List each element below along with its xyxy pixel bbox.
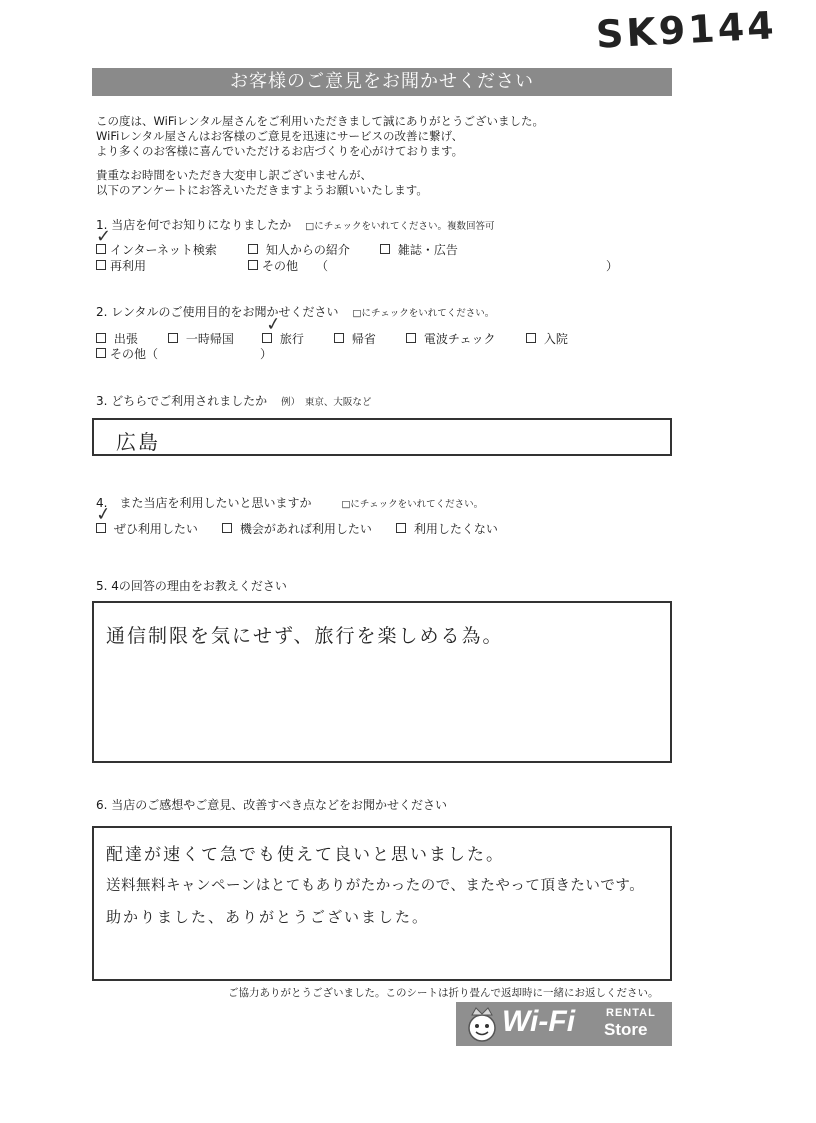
q3-title bbox=[96, 392, 371, 409]
q1-title-text: 1. 当店を何でお知りになりましたか bbox=[96, 218, 292, 232]
footer-thanks: ご協力ありがとうございました。このシートは折り畳んで返却時に一緒にお返しください。 bbox=[228, 987, 659, 999]
q1-paren-close: ） bbox=[606, 259, 619, 273]
q2-option-label: 一時帰国 bbox=[185, 332, 234, 346]
q2-option-label: 帰省 bbox=[351, 332, 376, 346]
q4-title bbox=[96, 494, 483, 511]
q2-paren-close: ） bbox=[260, 347, 273, 361]
q1-option-internet[interactable] bbox=[96, 241, 217, 258]
q1-option-label: 雑誌・広告 bbox=[397, 243, 458, 257]
q4-option-if-chance[interactable] bbox=[222, 520, 372, 537]
q1-paren-open: （ bbox=[316, 259, 329, 273]
q1-note: □にチェックをいれてください。複数回答可 bbox=[305, 221, 495, 232]
q2-option-visit-home[interactable] bbox=[334, 330, 376, 347]
q5-answer-text: 通信制限を気にせず、旅行を楽しめる為。 bbox=[106, 625, 504, 647]
q2-title bbox=[96, 303, 494, 320]
q6-answer-line-1: 配達が速くて急でも使えて良いと思いました。 bbox=[106, 845, 505, 865]
intro-line-1: この度は、WiFiレンタル屋さんをご利用いただきまして誠にありがとうございました。 bbox=[96, 114, 545, 128]
check-mark-icon: ✓ bbox=[264, 313, 283, 336]
q2-option-other[interactable] bbox=[96, 345, 158, 362]
q4-option-label: 機会があれば利用したい bbox=[239, 522, 372, 536]
q3-note: 例） 東京、大阪など bbox=[281, 397, 372, 408]
q1-option-label: その他 bbox=[262, 259, 299, 273]
check-mark-icon: ✓ bbox=[96, 226, 112, 247]
q2-option-label: 電波チェック bbox=[423, 332, 496, 346]
q4-note: □にチェックをいれてください。 bbox=[341, 499, 484, 510]
checkbox[interactable] bbox=[248, 244, 258, 254]
checkbox[interactable] bbox=[96, 348, 106, 358]
q2-title-text: 2. レンタルのご使用目的をお聞かせください bbox=[96, 305, 339, 319]
q2-option-label: 出張 bbox=[113, 332, 138, 346]
mascot-crown-icon bbox=[460, 1002, 504, 1046]
q3-title-text: 3. どちらでご利用されましたか bbox=[96, 394, 268, 408]
q4-option-label: ぜひ利用したい bbox=[113, 522, 198, 536]
logo-main-text: Wi-Fi bbox=[502, 1005, 576, 1038]
checkbox[interactable] bbox=[396, 523, 406, 533]
checkbox[interactable] bbox=[168, 333, 178, 343]
checkbox[interactable] bbox=[248, 260, 258, 270]
checkbox[interactable] bbox=[526, 333, 536, 343]
page-title: お客様のご意見をお聞かせください bbox=[92, 68, 672, 96]
logo-sub-text-2: Store bbox=[604, 1020, 648, 1039]
q6-answer-line-3: 助かりました、ありがとうございました。 bbox=[106, 908, 430, 926]
q4-title-text: 4. また当店を利用したいと思いますか bbox=[96, 496, 312, 510]
q3-answer-field[interactable] bbox=[92, 418, 672, 456]
q2-note: □にチェックをいれてください。 bbox=[352, 308, 495, 319]
q3-answer-text: 広島 bbox=[116, 430, 160, 454]
q5-title: 5. 4の回答の理由をお教えください bbox=[96, 579, 287, 593]
q1-option-label: 知人からの紹介 bbox=[265, 243, 350, 257]
check-mark-icon: ✓ bbox=[94, 503, 113, 526]
corner-code: SK9144 bbox=[594, 3, 778, 57]
q2-option-signal-check[interactable] bbox=[406, 330, 495, 347]
q4-option-no[interactable] bbox=[396, 520, 498, 537]
q2-option-label: その他（ bbox=[110, 347, 159, 361]
checkbox[interactable] bbox=[380, 244, 390, 254]
intro-line-3: より多くのお客様に喜んでいただけるお店づくりを心がけております。 bbox=[96, 144, 464, 158]
q4-option-label: 利用したくない bbox=[413, 522, 498, 536]
q1-option-reuse[interactable] bbox=[96, 257, 146, 274]
intro-line-4: 貴重なお時間をいただき大変申し訳ございませんが、 bbox=[96, 168, 372, 182]
q1-option-other[interactable] bbox=[248, 257, 298, 274]
q5-answer-field[interactable] bbox=[92, 601, 672, 763]
checkbox[interactable] bbox=[222, 523, 232, 533]
q2-option-label: 旅行 bbox=[279, 332, 304, 346]
q1-option-label: 再利用 bbox=[110, 259, 147, 273]
logo-sub-text-1: RENTAL bbox=[606, 1007, 656, 1019]
q1-option-referral[interactable] bbox=[248, 241, 350, 258]
q1-option-magazine[interactable] bbox=[380, 241, 458, 258]
checkbox[interactable] bbox=[406, 333, 416, 343]
checkbox[interactable] bbox=[334, 333, 344, 343]
intro-line-5: 以下のアンケートにお答えいただきますようお願いいたします。 bbox=[96, 183, 428, 197]
q2-option-hospital[interactable] bbox=[526, 330, 568, 347]
q2-option-label: 入院 bbox=[543, 332, 568, 346]
intro-line-2: WiFiレンタル屋さんはお客様のご意見を迅速にサービスの改善に繋げ、 bbox=[96, 129, 464, 143]
checkbox[interactable] bbox=[96, 260, 106, 270]
q6-title: 6. 当店のご感想やご意見、改善すべき点などをお聞かせください bbox=[96, 798, 448, 812]
q6-answer-field[interactable] bbox=[92, 826, 672, 981]
q6-answer-line-2: 送料無料キャンペーンはとてもありがたかったので、またやって頂きたいです。 bbox=[106, 878, 645, 894]
checkbox[interactable] bbox=[96, 333, 106, 343]
q1-title bbox=[96, 216, 494, 233]
wifi-rental-store-logo bbox=[456, 1002, 672, 1046]
q1-option-label: インターネット検索 bbox=[110, 243, 217, 257]
q2-option-homecoming[interactable] bbox=[168, 330, 234, 347]
